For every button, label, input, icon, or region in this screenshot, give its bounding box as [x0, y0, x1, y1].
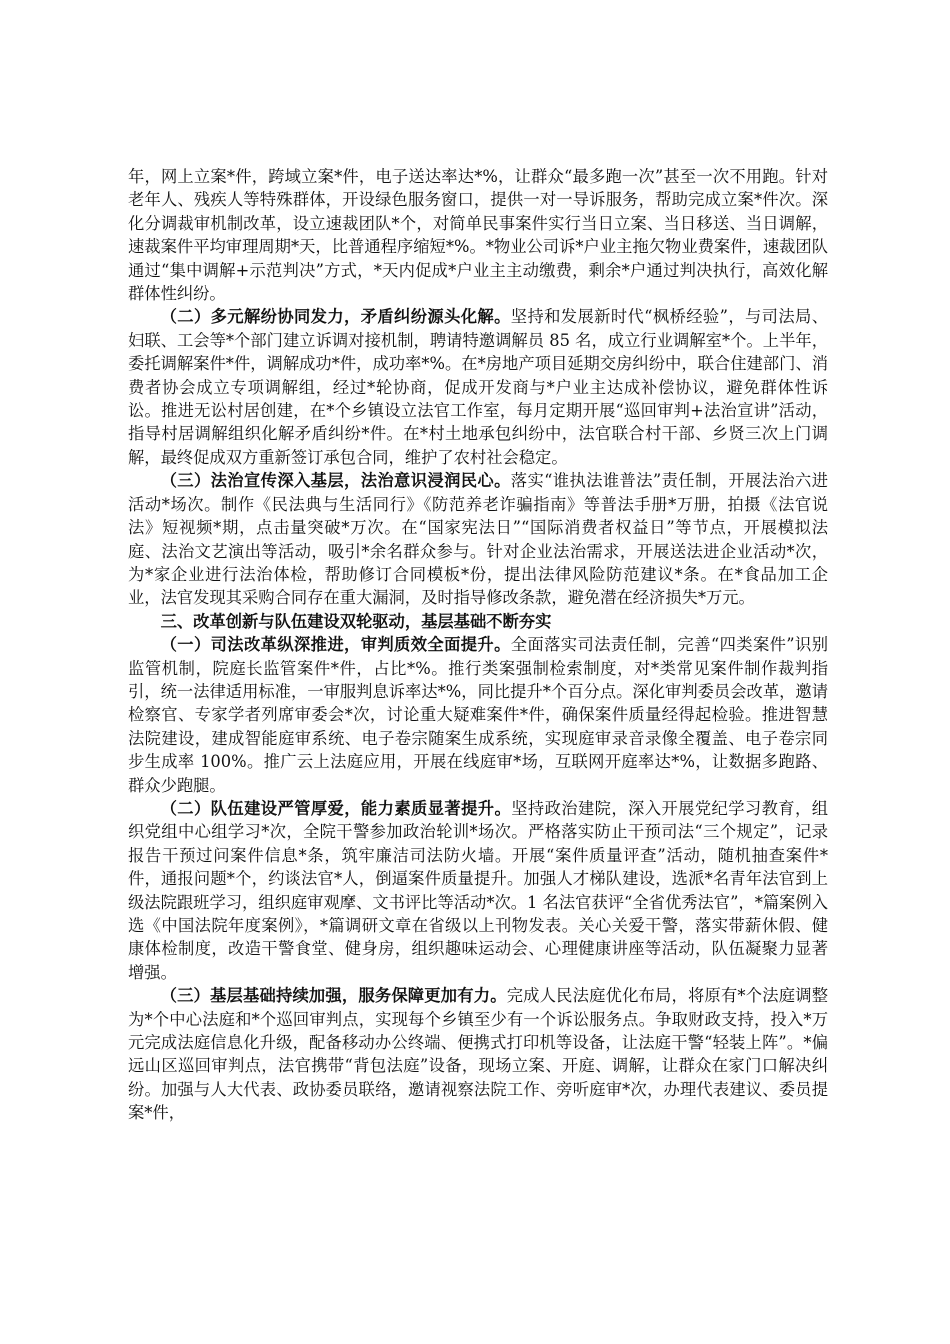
paragraph-body: 完成人民法庭优化布局，将原有*个法庭调整为*个中心法庭和*个巡回审判点，实现每个乡镇至少有一个诉讼服务点。争取财政支持，投入*万元完成法庭信息化升级，配备移动办公终端、便携式打印机等设备，让法庭干警“轻装上阵”。*偏远山区巡回审判点，法官携带“背包法庭”设备，现场立案、开庭、调解，让群众在家门口解决纠纷。加强与人大代表、政协委员联络，邀请视察法院工作、旁听庭审*次，办理代表建议、委员提案*件， — [128, 986, 828, 1123]
paragraph-body: 坚持和发展新时代“枫桥经验”，与司法局、妇联、工会等*个部门建立诉调对接机制，聘请特邀调解员 85 名，成立行业调解室*个。上半年，委托调解案件*件，调解成功*件，成功率*%。在*房地产项目延期交房纠纷中，联合住建部门、消费者协会成立专项调解组，经过*轮协商，促成开发商与*户业主达成补偿协议，避免群体性诉讼。推进无讼村居创建，在*个乡镇设立法官工作室，每月定期开展“巡回审判+法治宣讲”活动，指导村居调解组织化解矛盾纠纷*件。在*村土地承包纠纷中，法官联合村干部、乡贤三次上门调解，最终促成双方重新签订承包合同，维护了农村社会稳定。 — [128, 307, 828, 467]
paragraph-heading: （三）基层基础持续加强，服务保障更加有力。 — [160, 986, 507, 1006]
paragraph-continued — [128, 165, 828, 305]
paragraph-judicial-reform — [128, 633, 828, 797]
paragraph-team-building — [128, 797, 828, 984]
paragraph-diversified-dispute-resolution — [128, 305, 828, 469]
paragraph-body: 坚持政治建院，深入开展党纪学习教育，组织党组中心组学习*次，全院干警参加政治轮训*场次。严格落实防止干预司法“三个规定”，记录报告干预过问案件信息*条，筑牢廉洁司法防火墙。开展“案件质量评查”活动，随机抽查案件*件，通报问题*个，约谈法官*人，倒逼案件质量提升。加强人才梯队建设，选派*名青年法官到上级法院跟班学习，组织庭审观摩、文书评比等活动*次。1 名法官获评“全省优秀法官”，*篇案例入选《中国法院年度案例》，*篇调研文章在省级以上刊物发表。关心关爱干警，落实带薪休假、健康体检制度，改造干警食堂、健身房，组织趣味运动会、心理健康讲座等活动，队伍凝聚力显著增强。 — [128, 798, 828, 982]
paragraph-heading: （一）司法改革纵深推进，审判质效全面提升。 — [160, 635, 511, 655]
document-page — [128, 165, 828, 1125]
paragraph-grassroots-foundation — [128, 984, 828, 1124]
paragraph-heading: （二）队伍建设严管厚爱，能力素质显著提升。 — [160, 798, 512, 818]
paragraph-legal-publicity — [128, 469, 828, 609]
paragraph-heading: （二）多元解纷协同发力，矛盾纠纷源头化解。 — [160, 307, 511, 327]
paragraph-body: 全面落实司法责任制，完善“四类案件”识别监管机制，院庭长监管案件*件，占比*%。推行类案强制检索制度，对*类常见案件制作裁判指引，统一法律适用标准，一审服判息诉率达*%，同比提升*个百分点。深化审判委员会改革，邀请检察官、专家学者列席审委会*次，讨论重大疑难案件*件，确保案件质量经得起检验。推进智慧法院建设，建成智能庭审系统、电子卷宗随案生成系统，实现庭审录音录像全覆盖、电子卷宗同步生成率 100%。推广云上法庭应用，开展在线庭审*场，互联网开庭率达*%，让数据多跑路、群众少跑腿。 — [128, 635, 828, 795]
section-heading: 三、改革创新与队伍建设双轮驱动，基层基础不断夯实 — [160, 611, 552, 631]
paragraph-heading: （三）法治宣传深入基层，法治意识浸润民心。 — [160, 471, 511, 491]
paragraph-body: 年，网上立案*件，跨域立案*件，电子送达率达*%，让群众“最多跑一次”甚至一次不用跑。针对老年人、残疾人等特殊群体，开设绿色服务窗口，提供一对一导诉服务，帮助完成立案*件次。深化分调裁审机制改革，设立速裁团队*个，对简单民事案件实行当日立案、当日移送、当日调解，速裁案件平均审理周期*天，比普通程序缩短*%。*物业公司诉*户业主拖欠物业费案件，速裁团队通过“集中调解+示范判决”方式，*天内促成*户业主主动缴费，剩余*户通过判决执行，高效化解群体性纠纷。 — [128, 167, 828, 304]
paragraph-body: 落实“谁执法谁普法”责任制，开展法治六进活动*场次。制作《民法典与生活同行》《防范养老诈骗指南》等普法手册*万册，拍摄《法官说法》短视频*期，点击量突破*万次。在“国家宪法日”“国际消费者权益日”等节点，开展模拟法庭、法治文艺演出等活动，吸引*余名群众参与。针对企业法治需求，开展送法进企业活动*次，为*家企业进行法治体检，帮助修订合同模板*份，提出法律风险防范建议*条。在*食品加工企业，法官发现其采购合同存在重大漏洞，及时指导修改条款，避免潜在经济损失*万元。 — [128, 471, 828, 608]
